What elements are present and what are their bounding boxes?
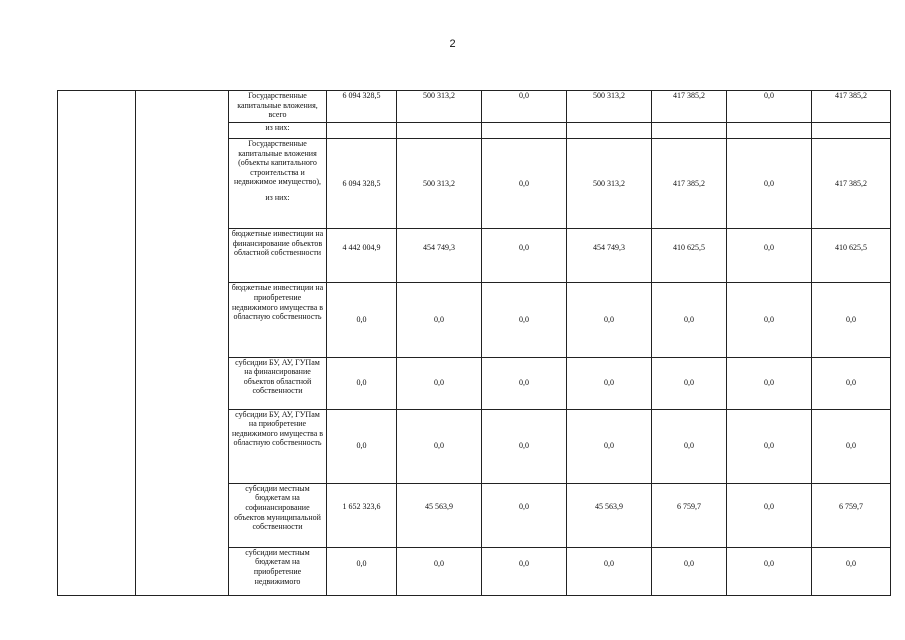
value-cell: 6 759,7 bbox=[652, 483, 727, 547]
value-cell: 454 749,3 bbox=[567, 229, 652, 283]
value-cell: 1 652 323,6 bbox=[327, 483, 397, 547]
value-cell: 410 625,5 bbox=[812, 229, 891, 283]
value-cell: 417 385,2 bbox=[812, 139, 891, 229]
value-cell: 0,0 bbox=[727, 139, 812, 229]
row-name: субсидии местным бюджетам на софинансирование объектов муниципальной собственности bbox=[229, 483, 327, 547]
value-cell: 0,0 bbox=[482, 409, 567, 483]
value-cell bbox=[727, 123, 812, 139]
value-cell: 0,0 bbox=[567, 409, 652, 483]
value-cell: 0,0 bbox=[482, 357, 567, 409]
row-name-text: Государственные капитальные вложения (объекты капитального строительства и недвижимое имущество), bbox=[233, 139, 322, 187]
value-cell: 0,0 bbox=[567, 357, 652, 409]
value-cell bbox=[482, 123, 567, 139]
value-cell: 0,0 bbox=[482, 91, 567, 123]
table-row bbox=[58, 91, 891, 123]
value-cell: 0,0 bbox=[397, 357, 482, 409]
value-cell: 0,0 bbox=[327, 547, 397, 595]
value-cell: 500 313,2 bbox=[397, 91, 482, 123]
value-cell bbox=[812, 123, 891, 139]
row-name: бюджетные инвестиции на финансирование объектов областной собственности bbox=[229, 229, 327, 283]
empty-cell bbox=[136, 91, 229, 596]
page-number: 2 bbox=[449, 38, 456, 50]
value-cell: 0,0 bbox=[567, 547, 652, 595]
value-cell: 0,0 bbox=[812, 283, 891, 357]
value-cell: 454 749,3 bbox=[397, 229, 482, 283]
value-cell: 0,0 bbox=[327, 283, 397, 357]
value-cell: 0,0 bbox=[812, 409, 891, 483]
value-cell: 4 442 004,9 bbox=[327, 229, 397, 283]
row-name: Государственные капитальные вложения, всего bbox=[229, 91, 327, 123]
row-name: субсидии БУ, АУ, ГУПам на финансирование объектов областной собственности bbox=[229, 357, 327, 409]
value-cell: 0,0 bbox=[727, 229, 812, 283]
value-cell: 6 094 328,5 bbox=[327, 139, 397, 229]
row-name: из них: bbox=[229, 123, 327, 139]
value-cell: 0,0 bbox=[482, 547, 567, 595]
value-cell: 0,0 bbox=[482, 229, 567, 283]
row-name: бюджетные инвестиции на приобретение недвижимого имущества в областную собственность bbox=[229, 283, 327, 357]
value-cell bbox=[652, 123, 727, 139]
value-cell: 45 563,9 bbox=[397, 483, 482, 547]
value-cell: 0,0 bbox=[727, 483, 812, 547]
value-cell: 0,0 bbox=[727, 547, 812, 595]
empty-cell bbox=[58, 91, 136, 596]
value-cell bbox=[567, 123, 652, 139]
value-cell: 500 313,2 bbox=[397, 139, 482, 229]
value-cell: 0,0 bbox=[397, 283, 482, 357]
value-cell bbox=[397, 123, 482, 139]
value-cell bbox=[327, 123, 397, 139]
value-cell: 0,0 bbox=[812, 547, 891, 595]
value-cell: 0,0 bbox=[652, 547, 727, 595]
value-cell: 0,0 bbox=[652, 283, 727, 357]
value-cell: 0,0 bbox=[727, 283, 812, 357]
value-cell: 0,0 bbox=[727, 357, 812, 409]
value-cell: 500 313,2 bbox=[567, 91, 652, 123]
value-cell: 500 313,2 bbox=[567, 139, 652, 229]
value-cell: 6 094 328,5 bbox=[327, 91, 397, 123]
value-cell: 0,0 bbox=[327, 409, 397, 483]
value-cell: 6 759,7 bbox=[812, 483, 891, 547]
value-cell: 417 385,2 bbox=[652, 91, 727, 123]
value-cell: 0,0 bbox=[652, 357, 727, 409]
value-cell: 0,0 bbox=[482, 483, 567, 547]
row-name: субсидии БУ, АУ, ГУПам на приобретение недвижимого имущества в областную собственность bbox=[229, 409, 327, 483]
row-name: субсидии местным бюджетам на приобретение недвижимого bbox=[229, 547, 327, 595]
value-cell: 45 563,9 bbox=[567, 483, 652, 547]
value-cell: 410 625,5 bbox=[652, 229, 727, 283]
value-cell: 0,0 bbox=[327, 357, 397, 409]
value-cell: 0,0 bbox=[482, 283, 567, 357]
value-cell: 0,0 bbox=[727, 409, 812, 483]
value-cell: 417 385,2 bbox=[812, 91, 891, 123]
value-cell: 0,0 bbox=[567, 283, 652, 357]
value-cell: 0,0 bbox=[812, 357, 891, 409]
value-cell: 0,0 bbox=[652, 409, 727, 483]
value-cell: 417 385,2 bbox=[652, 139, 727, 229]
row-name bbox=[229, 139, 327, 229]
value-cell: 0,0 bbox=[727, 91, 812, 123]
row-sublabel: из них: bbox=[265, 193, 290, 203]
budget-table bbox=[57, 90, 891, 596]
value-cell: 0,0 bbox=[482, 139, 567, 229]
value-cell: 0,0 bbox=[397, 547, 482, 595]
value-cell: 0,0 bbox=[397, 409, 482, 483]
